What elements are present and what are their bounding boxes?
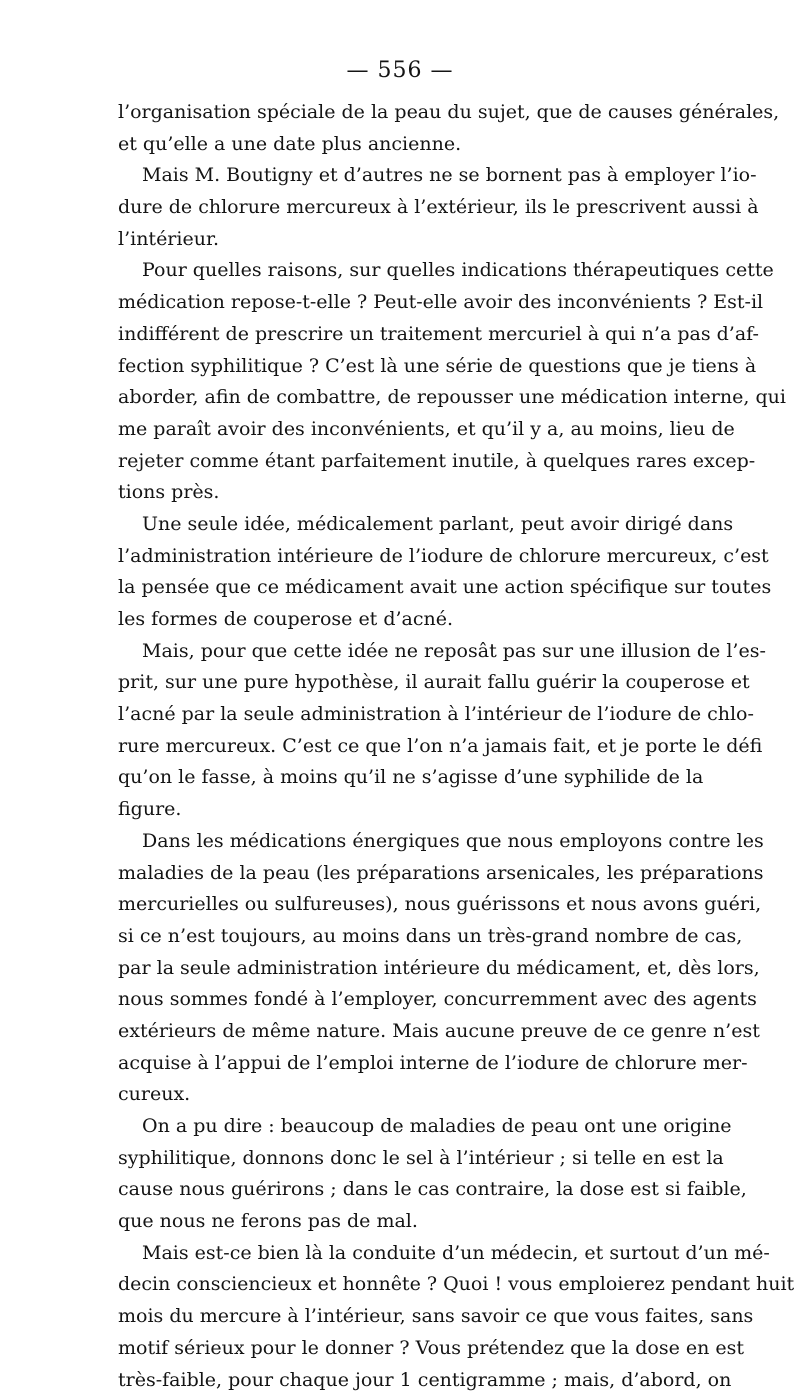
text-line: dure de chlorure mercureux à l’extérieur, ils le prescrivent aussi à — [118, 192, 690, 224]
text-line: la pensée que ce médicament avait une action spécifique sur toutes — [118, 572, 690, 604]
text-line: l’acné par la seule administration à l’intérieur de l’iodure de chlo- — [118, 699, 690, 731]
text-line: Mais M. Boutigny et d’autres ne se bornent pas à employer l’io- — [118, 160, 690, 192]
text-line: par la seule administration intérieure du médicament, et, dès lors, — [118, 953, 690, 985]
text-line: extérieurs de même nature. Mais aucune preuve de ce genre n’est — [118, 1016, 690, 1048]
text-line: syphilitique, donnons donc le sel à l’intérieur ; si telle en est la — [118, 1143, 690, 1175]
text-line: fection syphilitique ? C’est là une série de questions que je tiens à — [118, 351, 690, 383]
text-line: rejeter comme étant parfaitement inutile, à quelques rares excep- — [118, 446, 690, 478]
text-line: cause nous guérirons ; dans le cas contraire, la dose est si faible, — [118, 1174, 690, 1206]
body-text — [118, 97, 690, 1396]
text-line: Mais, pour que cette idée ne reposât pas sur une illusion de l’es- — [118, 636, 690, 668]
text-line: aborder, afin de combattre, de repousser une médication interne, qui — [118, 382, 690, 414]
text-line: figure. — [118, 794, 690, 826]
text-line: mercurielles ou sulfureuses), nous guérissons et nous avons guéri, — [118, 889, 690, 921]
text-line: acquise à l’appui de l’emploi interne de l’iodure de chlorure mer- — [118, 1048, 690, 1080]
text-line: Dans les médications énergiques que nous employons contre les — [118, 826, 690, 858]
text-line: me paraît avoir des inconvénients, et qu’il y a, au moins, lieu de — [118, 414, 690, 446]
text-line: mois du mercure à l’intérieur, sans savoir ce que vous faites, sans — [118, 1301, 690, 1333]
text-line: Pour quelles raisons, sur quelles indications thérapeutiques cette — [118, 255, 690, 287]
text-line: Mais est-ce bien là la conduite d’un médecin, et surtout d’un mé- — [118, 1238, 690, 1270]
text-line: très-faible, pour chaque jour 1 centigramme ; mais, d’abord, on — [118, 1365, 690, 1396]
text-line: qu’on le fasse, à moins qu’il ne s’agisse d’une syphilide de la — [118, 762, 690, 794]
text-line: l’intérieur. — [118, 224, 690, 256]
text-line: si ce n’est toujours, au moins dans un très-grand nombre de cas, — [118, 921, 690, 953]
text-line: prit, sur une pure hypothèse, il aurait fallu guérir la couperose et — [118, 667, 690, 699]
text-line: rure mercureux. C’est ce que l’on n’a jamais fait, et je porte le défi — [118, 731, 690, 763]
page-number: — 556 — — [0, 58, 800, 83]
text-line: les formes de couperose et d’acné. — [118, 604, 690, 636]
text-line: l’administration intérieure de l’iodure de chlorure mercureux, c’est — [118, 541, 690, 573]
text-line: cureux. — [118, 1079, 690, 1111]
text-line: indifférent de prescrire un traitement mercuriel à qui n’a pas d’af- — [118, 319, 690, 351]
text-line: l’organisation spéciale de la peau du sujet, que de causes générales, — [118, 97, 690, 129]
text-line: nous sommes fondé à l’employer, concurremment avec des agents — [118, 984, 690, 1016]
text-line: et qu’elle a une date plus ancienne. — [118, 129, 690, 161]
text-line: motif sérieux pour le donner ? Vous prétendez que la dose en est — [118, 1333, 690, 1365]
text-line: decin consciencieux et honnête ? Quoi ! vous emploierez pendant huit — [118, 1269, 690, 1301]
text-line: On a pu dire : beaucoup de maladies de peau ont une origine — [118, 1111, 690, 1143]
text-line: maladies de la peau (les préparations arsenicales, les préparations — [118, 858, 690, 890]
text-line: Une seule idée, médicalement parlant, peut avoir dirigé dans — [118, 509, 690, 541]
text-line: tions près. — [118, 477, 690, 509]
text-line: que nous ne ferons pas de mal. — [118, 1206, 690, 1238]
text-line: médication repose-t-elle ? Peut-elle avoir des inconvénients ? Est-il — [118, 287, 690, 319]
